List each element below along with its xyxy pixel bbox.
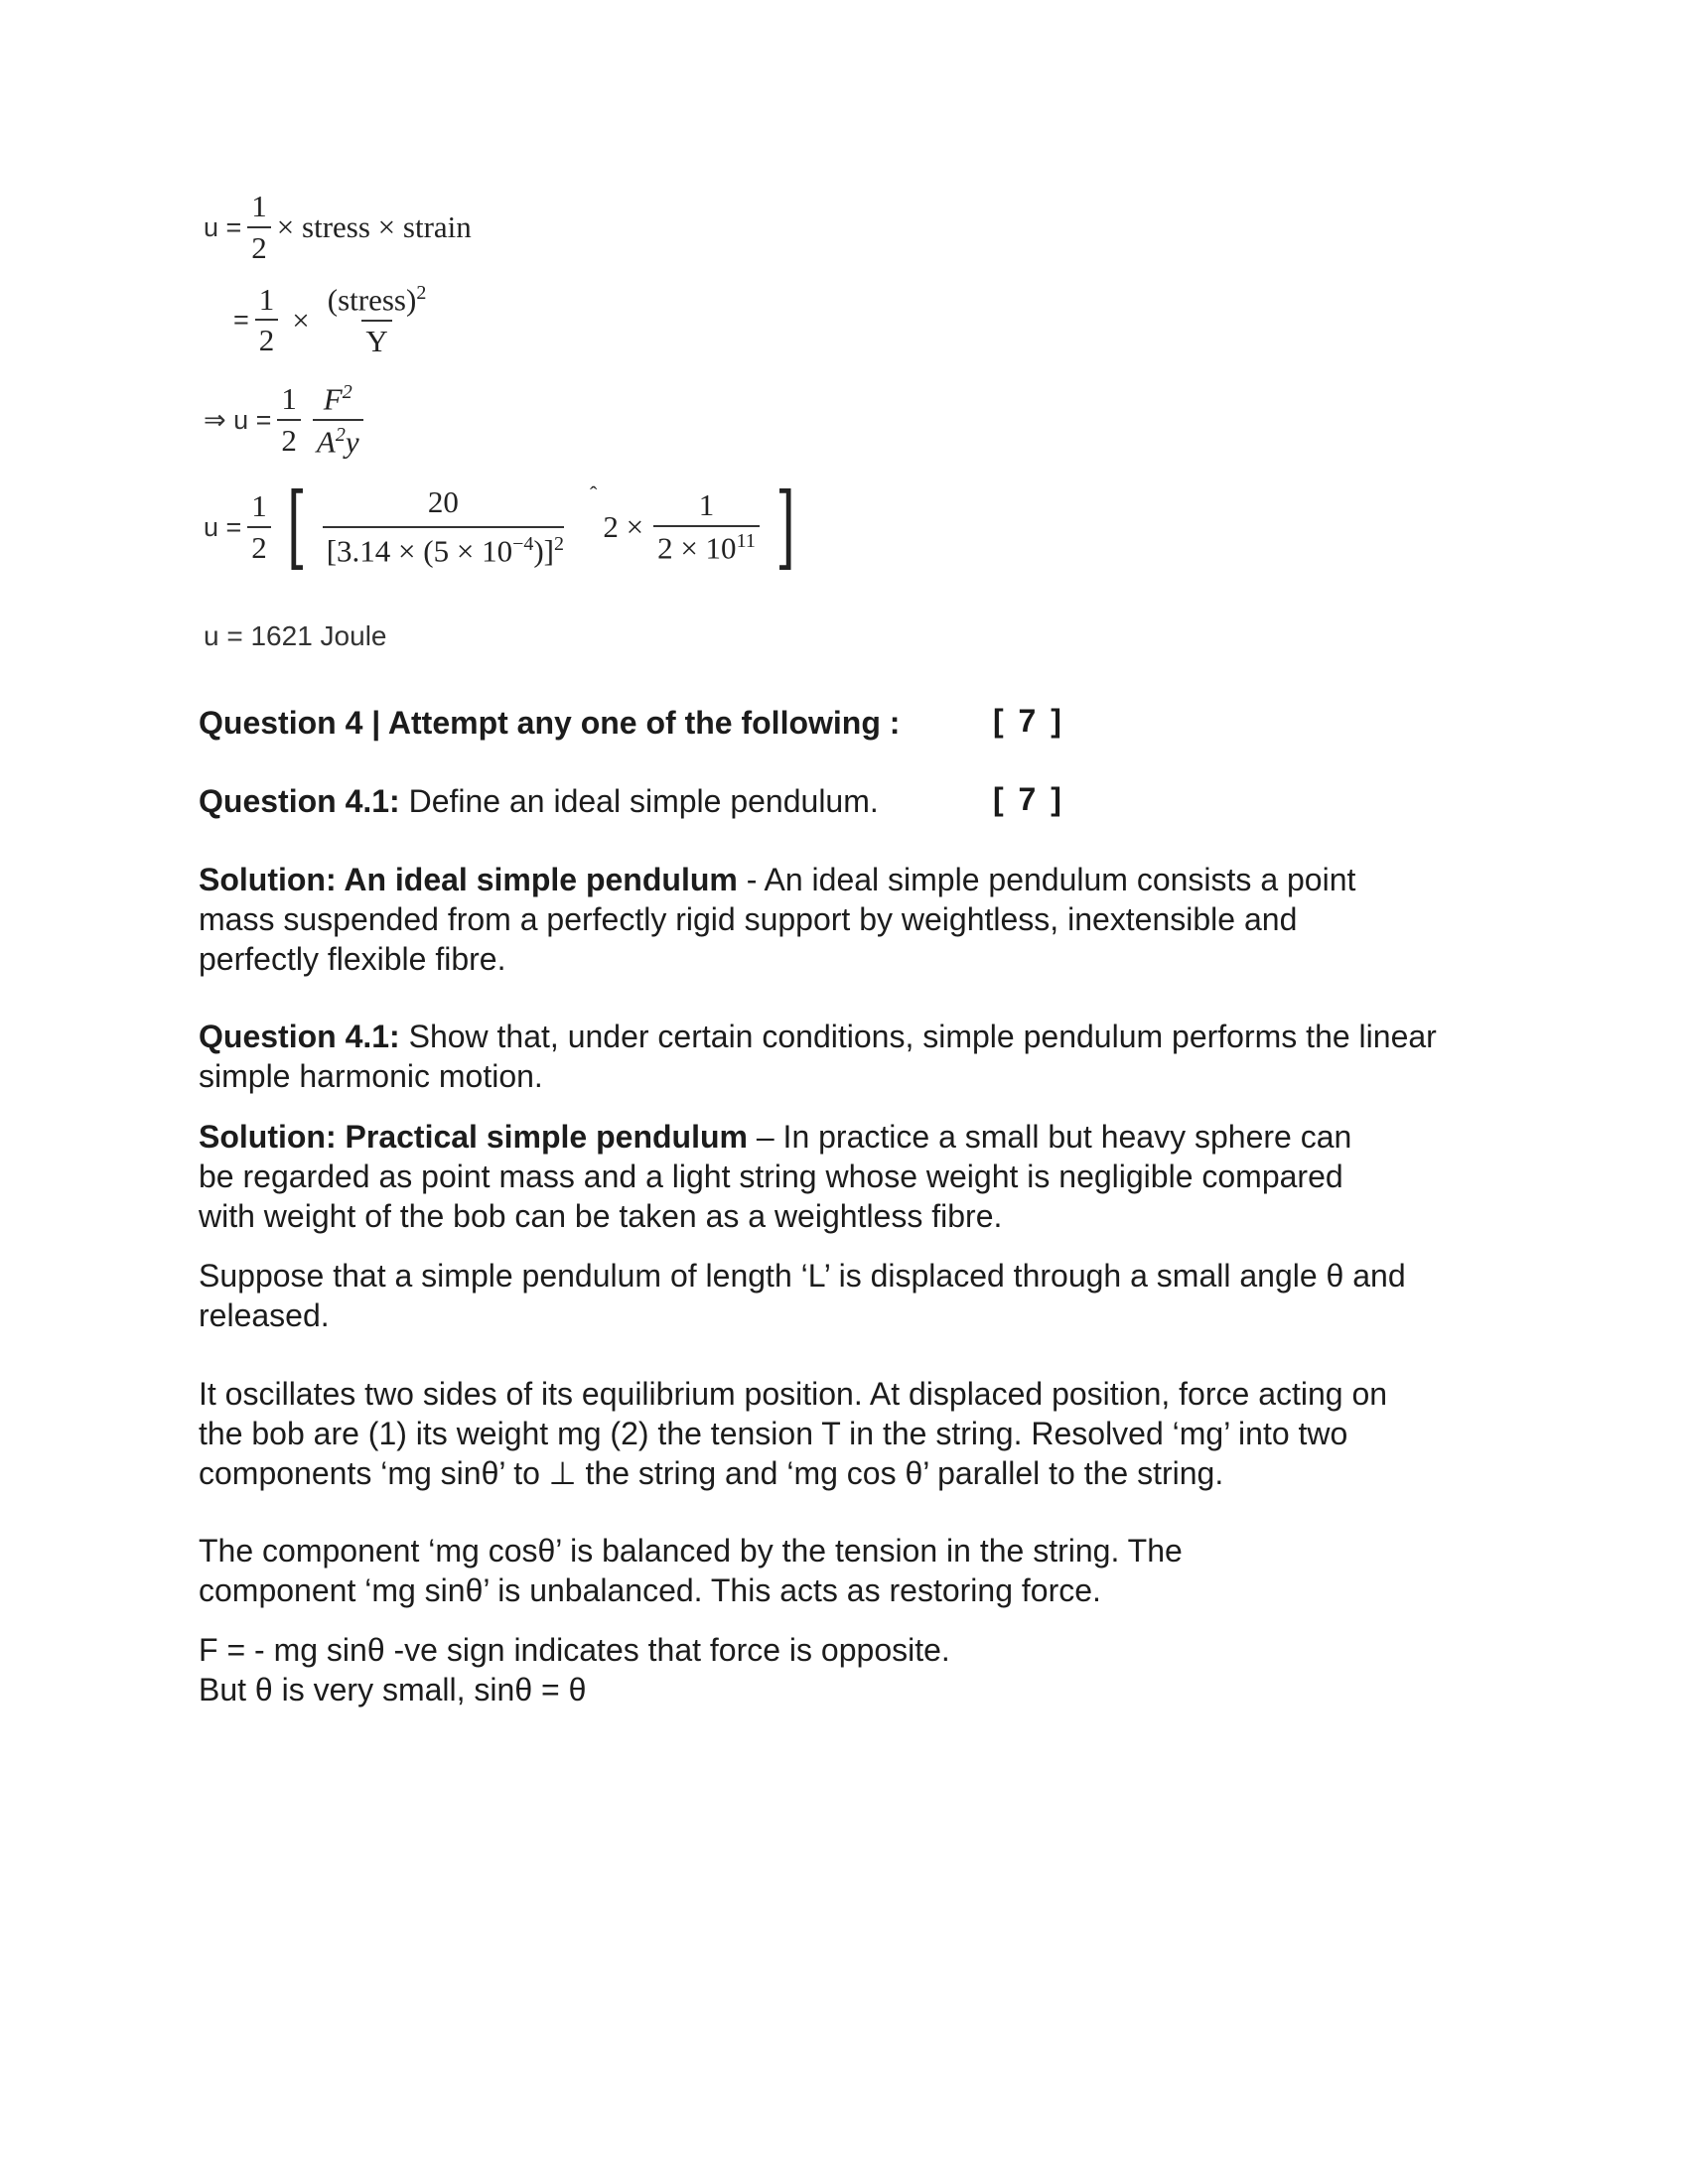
eq3-lhs: ⇒ u =	[204, 404, 272, 435]
equation-3	[204, 382, 369, 459]
eq4-main-fraction	[323, 483, 565, 569]
question-4-marks: [ 7 ]	[993, 703, 1064, 739]
eq4-second-den-exponent: 11	[736, 529, 756, 552]
eq4-second-den-base: 2 × 10	[657, 530, 737, 566]
question-label: Question 4.1:	[199, 783, 400, 819]
eq4-den-exponent: −4	[512, 533, 534, 556]
question-line-2: simple harmonic motion.	[199, 1058, 543, 1094]
eq2-stress-numerator	[324, 283, 431, 320]
question-text-1: Show that, under certain conditions, simple pendulum performs the linear	[399, 1019, 1437, 1054]
solution-label: Solution: An ideal simple pendulum	[199, 862, 738, 897]
equation-4	[204, 474, 805, 580]
solution-line-3: with weight of the bob can be taken as a weightless fibre.	[199, 1198, 1003, 1234]
question-4-1-marks: [ 7 ]	[993, 781, 1064, 817]
eq3-fraction-half	[277, 383, 301, 457]
solution-text-1: – In practice a small but heavy sphere can	[747, 1119, 1352, 1155]
solution-line-2: mass suspended from a perfectly rigid support by weightless, inextensible and	[199, 901, 1298, 937]
solution-practical-pendulum	[199, 1117, 1489, 1236]
paragraph-line-2: component ‘mg sinθ’ is unbalanced. This acts as restoring force.	[199, 1572, 1101, 1608]
question-label: Question 4.1:	[199, 1019, 400, 1054]
paragraph-line-2: released.	[199, 1297, 330, 1333]
question-line-1	[199, 1017, 1489, 1056]
solution-label: Solution: Practical simple pendulum	[199, 1119, 748, 1155]
paragraph-line-2: But θ is very small, sinθ = θ	[199, 1672, 587, 1707]
equation-2	[233, 283, 436, 357]
paragraph-displacement	[199, 1256, 1489, 1335]
solution-line-1	[199, 1117, 1489, 1157]
eq2-denominator: 2	[255, 319, 279, 357]
question-4-1-define	[199, 781, 1489, 821]
question-text: Define an ideal simple pendulum.	[399, 783, 879, 819]
eq4-second-fraction	[653, 489, 760, 564]
eq4-second-numerator: 1	[698, 487, 715, 523]
eq2-stress-text: (stress)	[327, 282, 417, 318]
eq1-rest: × stress × strain	[276, 209, 472, 245]
equation-1	[204, 191, 472, 264]
equation-result: u = 1621 Joule	[204, 620, 387, 651]
eq3-force-numerator	[320, 382, 356, 419]
eq3-denominator: 2	[277, 419, 301, 458]
eq4-numerator: 1	[251, 487, 267, 523]
eq3-modulus-symbol: y	[345, 424, 359, 460]
eq4-den-part-b: )]	[533, 533, 555, 569]
paragraph-line-1: The component ‘mg cosθ’ is balanced by the tension in the string. The	[199, 1533, 1183, 1569]
eq4-fraction-half	[247, 487, 271, 565]
question-4-heading: Question 4 | Attempt any one of the following :	[199, 705, 901, 741]
solution-line-2: be regarded as point mass and a light string whose weight is negligible compared	[199, 1159, 1343, 1194]
solution-text-1: - An ideal simple pendulum consists a point	[737, 862, 1356, 897]
eq1-numerator: 1	[251, 189, 267, 223]
eq2-times: ×	[292, 302, 310, 338]
eq3-area-exponent: 2	[335, 423, 346, 446]
eq2-lhs: =	[233, 305, 249, 336]
eq1-lhs: u =	[204, 211, 242, 242]
eq3-area-symbol: A	[316, 424, 336, 460]
paragraph-line-2: the bob are (1) its weight mg (2) the tension T in the string. Resolved ‘mg’ into two	[199, 1416, 1348, 1451]
paragraph-restoring-force	[199, 1531, 1489, 1610]
paragraph-line-1: Suppose that a simple pendulum of length ‘L’ is displaced through a small angle θ and	[199, 1258, 1406, 1294]
paragraph-line-1: It oscillates two sides of its equilibrium position. At displaced position, force acting on	[199, 1376, 1388, 1412]
eq2-stress-exponent: 2	[416, 282, 427, 304]
eq4-den-square: 2	[554, 533, 565, 556]
eq3-force-exponent: 2	[342, 381, 352, 403]
eq1-denominator: 2	[247, 226, 271, 265]
eq3-numerator: 1	[281, 381, 297, 417]
solution-ideal-pendulum	[199, 860, 1489, 979]
eq4-second-denominator	[653, 525, 760, 565]
eq4-lhs: u =	[204, 511, 242, 542]
solution-line-3: perfectly flexible fibre.	[199, 941, 506, 977]
question-4-1-show	[199, 1017, 1489, 1096]
solution-line-1	[199, 860, 1489, 899]
eq2-fraction-half	[255, 281, 279, 358]
eq2-modulus: Y	[361, 320, 391, 358]
eq1-fraction	[247, 191, 271, 264]
paragraph-small-angle	[199, 1630, 1489, 1709]
eq4-caret: ˆ	[590, 481, 598, 506]
right-bracket: ]	[774, 474, 795, 580]
paragraph-line-3: components ‘mg sinθ’ to ⊥ the string and ‘mg cos θ’ parallel to the string.	[199, 1455, 1224, 1491]
eq3-area-denominator	[313, 419, 363, 459]
eq4-multiplier: 2 ×	[603, 509, 644, 544]
eq4-denominator: 2	[247, 526, 271, 565]
eq3-fraction-force	[313, 382, 363, 459]
eq4-main-numerator: 20	[427, 483, 459, 519]
paragraph-line-1: F = - mg sinθ -ve sign indicates that force is opposite.	[199, 1632, 950, 1668]
eq4-den-part-a: [3.14 × (5 × 10	[326, 533, 513, 569]
eq2-fraction-stress	[324, 283, 431, 357]
left-bracket: [	[286, 474, 307, 580]
eq4-main-denominator	[323, 526, 564, 568]
paragraph-forces	[199, 1374, 1489, 1493]
eq3-force-symbol: F	[323, 381, 343, 417]
eq2-numerator: 1	[258, 281, 275, 317]
